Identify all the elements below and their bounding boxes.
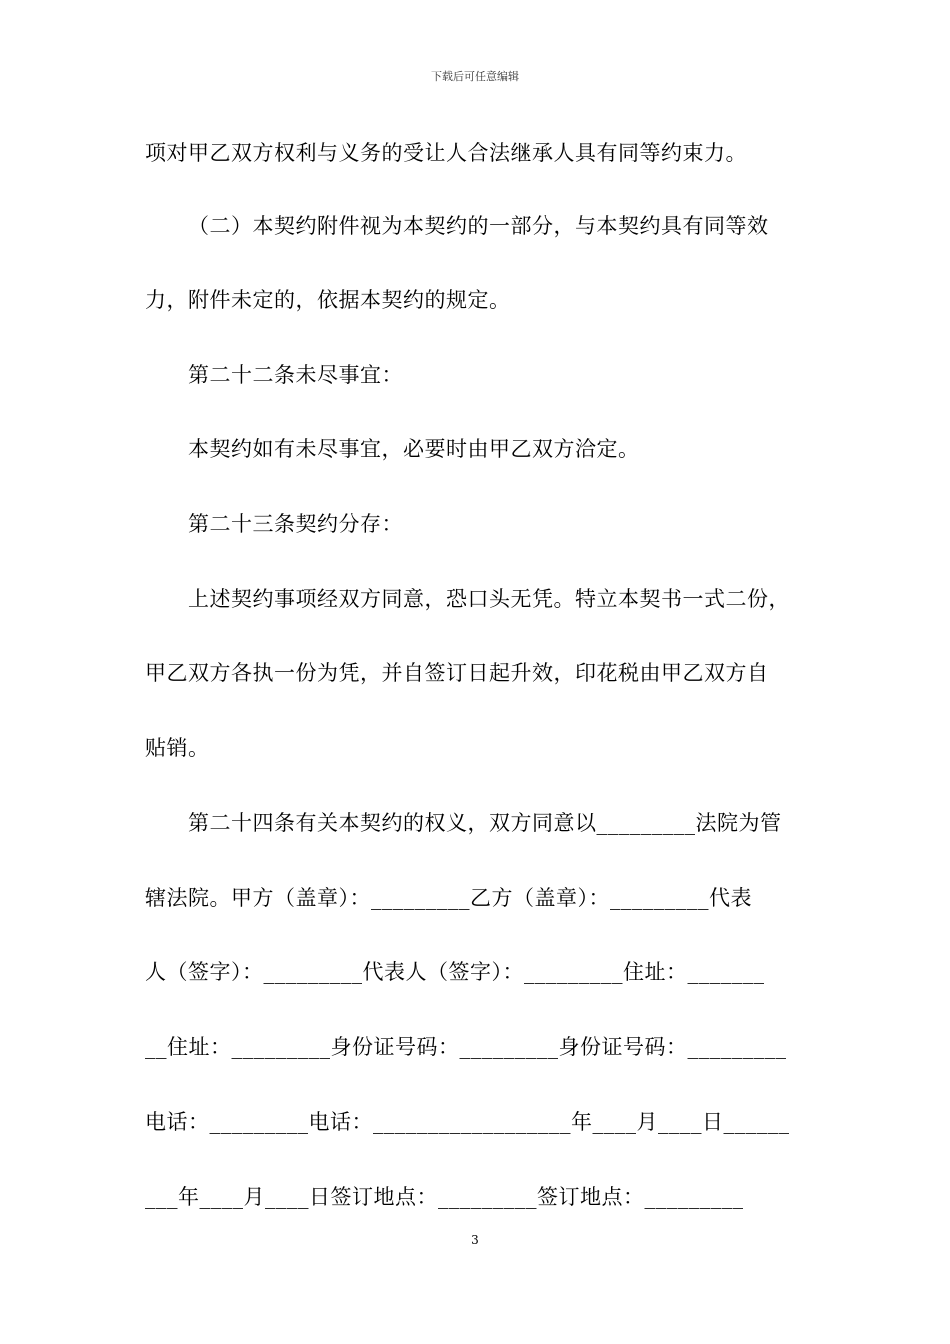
article-heading: 第二十三条契约分存： xyxy=(188,512,403,536)
paragraph-line: 电话：_________电话：__________________年____月____日______ xyxy=(145,1110,790,1134)
paragraph-line: 贴销。 xyxy=(145,736,210,760)
paragraph-line: 力，附件未定的，依据本契约的规定。 xyxy=(145,288,511,312)
paragraph-line: 第二十四条有关本契约的权义，双方同意以_________法院为管 xyxy=(188,811,782,835)
paragraph-line: ___年____月____日签订地点：_________签订地点：_________ xyxy=(145,1185,744,1209)
article-heading: 第二十二条未尽事宜： xyxy=(188,363,403,387)
paragraph-line: （二）本契约附件视为本契约的一部分，与本契约具有同等效 xyxy=(188,214,769,238)
paragraph-line: 项对甲乙双方权利与义务的受让人合法继承人具有同等约束力。 xyxy=(145,141,747,165)
page-header: 下载后可任意编辑 xyxy=(431,70,519,83)
page-number: 3 xyxy=(471,1233,479,1247)
paragraph-line: 本契约如有未尽事宜，必要时由甲乙双方洽定。 xyxy=(188,437,640,461)
paragraph-line: 人（签字）：_________代表人（签字）：_________住址：_______ xyxy=(145,960,765,984)
paragraph-line: 上述契约事项经双方同意，恐口头无凭。特立本契书一式二份， xyxy=(188,587,790,611)
paragraph-line: __住址：_________身份证号码：_________身份证号码：_________ xyxy=(145,1035,787,1059)
paragraph-line: 辖法院。甲方（盖章）：_________乙方（盖章）：_________代表 xyxy=(145,886,752,910)
paragraph-line: 甲乙双方各执一份为凭，并自签订日起升效，印花税由甲乙双方自 xyxy=(145,661,769,685)
